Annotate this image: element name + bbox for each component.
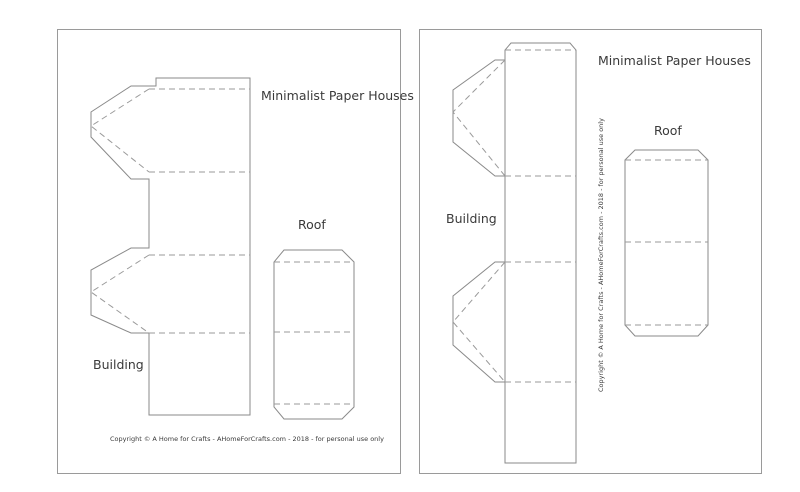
building-template-right bbox=[420, 30, 763, 475]
building-label: Building bbox=[93, 357, 144, 372]
building-label: Building bbox=[446, 211, 497, 226]
roof-fold-line bbox=[625, 160, 708, 325]
roof-label: Roof bbox=[298, 217, 326, 232]
copyright-notice-vertical: Copyright © A Home for Crafts - AHomeForCrafts.com - 2018 - for personal use only bbox=[597, 118, 605, 392]
roof-cut-line bbox=[625, 150, 708, 336]
roof-label: Roof bbox=[654, 123, 682, 138]
template-sheet-right bbox=[419, 29, 762, 474]
page-title: Minimalist Paper Houses bbox=[598, 53, 751, 68]
roof-fold-line bbox=[274, 262, 354, 404]
roof-cut-line bbox=[274, 250, 354, 419]
building-cut-line bbox=[453, 43, 576, 463]
building-fold-line bbox=[91, 89, 250, 333]
copyright-notice: Copyright © A Home for Crafts - AHomeForCrafts.com - 2018 - for personal use only bbox=[110, 435, 384, 443]
page-title: Minimalist Paper Houses bbox=[261, 88, 414, 103]
template-sheet-left bbox=[57, 29, 414, 474]
